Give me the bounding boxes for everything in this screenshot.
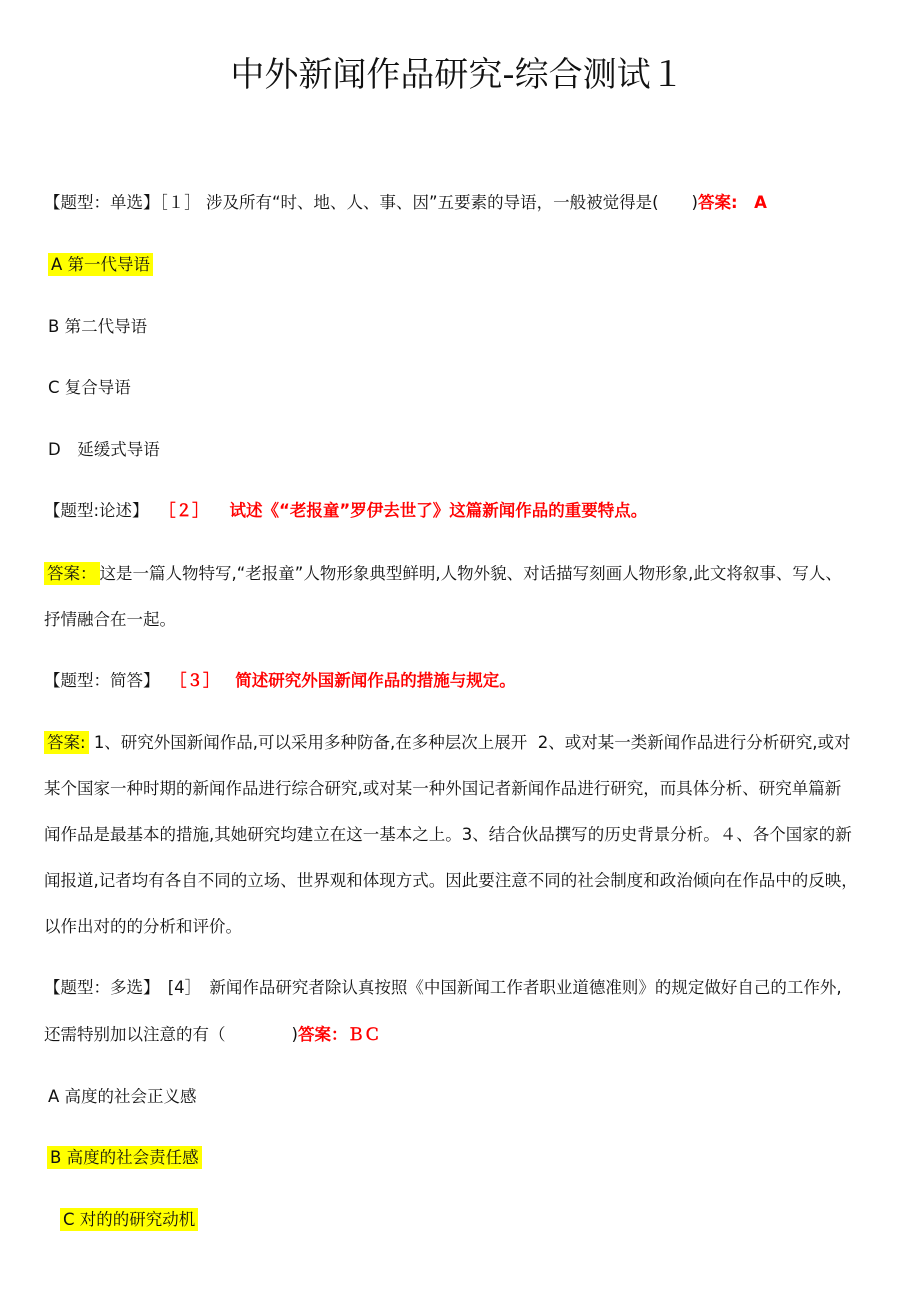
question-text: 还需特别加以注意的有（ )	[44, 1025, 298, 1044]
option-label: C 对的的研究动机	[60, 1208, 198, 1231]
option-b	[47, 1145, 202, 1171]
question-2	[44, 498, 647, 524]
answer: 答案：ＢＣ	[297, 1025, 381, 1044]
answer-2-line-2: 抒情融合在一起。	[44, 610, 176, 629]
option-label: B 高度的社会责任感	[47, 1146, 202, 1169]
answer-text: 1、研究外国新闻作品,可以采用多种防备,在多种层次上展开 2、或对某一类新闻作品进行分析研究,或对	[93, 733, 851, 752]
option-label: A 第一代导语	[48, 253, 153, 276]
answer-2-line-1	[44, 561, 842, 587]
option-d: D 延缓式导语	[48, 440, 160, 459]
page-title: 中外新闻作品研究-综合测试１	[230, 55, 685, 95]
option-a: A 高度的社会正义感	[48, 1087, 197, 1106]
answer: 答案: A	[697, 193, 767, 212]
question-3	[44, 668, 516, 694]
question-text: 简述研究外国新闻作品的措施与规定。	[235, 671, 516, 690]
question-1	[44, 190, 767, 216]
question-type: 【题型:论述】	[44, 501, 149, 520]
question-text: 【题型：单选】［１］ 涉及所有“时、地、人、事、因”五要素的导语，一般被觉得是( )	[44, 193, 698, 212]
question-number: ［３］	[170, 671, 220, 690]
answer-label: 答案:	[44, 731, 89, 754]
answer-3-line-4: 闻报道,记者均有各自不同的立场、世界观和体现方式。因此要注意不同的社会制度和政治倾向在作品中的反映，	[44, 871, 858, 890]
question-type: 【题型：简答】	[44, 671, 160, 690]
question-number: ［２］	[159, 501, 209, 520]
answer-label: 答案：	[44, 562, 100, 585]
option-b: B 第二代导语	[48, 317, 148, 336]
answer-3-line-5: 以作出对的的分析和评价。	[44, 917, 242, 936]
answer-3-line-1	[44, 730, 851, 756]
answer-3-line-3: 闻作品是最基本的措施,其她研究均建立在这一基本之上。3、结合伙品撰写的历史背景分析。４、各个国家的新	[44, 825, 852, 844]
answer-3-line-2: 某个国家一种时期的新闻作品进行综合研究,或对某一种外国记者新闻作品进行研究，而具体分析、研究单篇新	[44, 779, 842, 798]
question-4-line-1: 【题型：多选】 [4］ 新闻作品研究者除认真按照《中国新闻工作者职业道德准则》的规定做好自己的工作外,	[44, 978, 842, 997]
question-4-line-2	[44, 1022, 380, 1048]
answer-text: 这是一篇人物特写,“老报童”人物形象典型鲜明,人物外貌、对话描写刻画人物形象,此文将叙事、写人、	[99, 564, 842, 583]
question-text: 试述《“老报童”罗伊去世了》这篇新闻作品的重要特点。	[229, 501, 648, 520]
option-c: C 复合导语	[48, 378, 131, 397]
option-a	[48, 252, 153, 278]
option-c	[60, 1207, 198, 1233]
